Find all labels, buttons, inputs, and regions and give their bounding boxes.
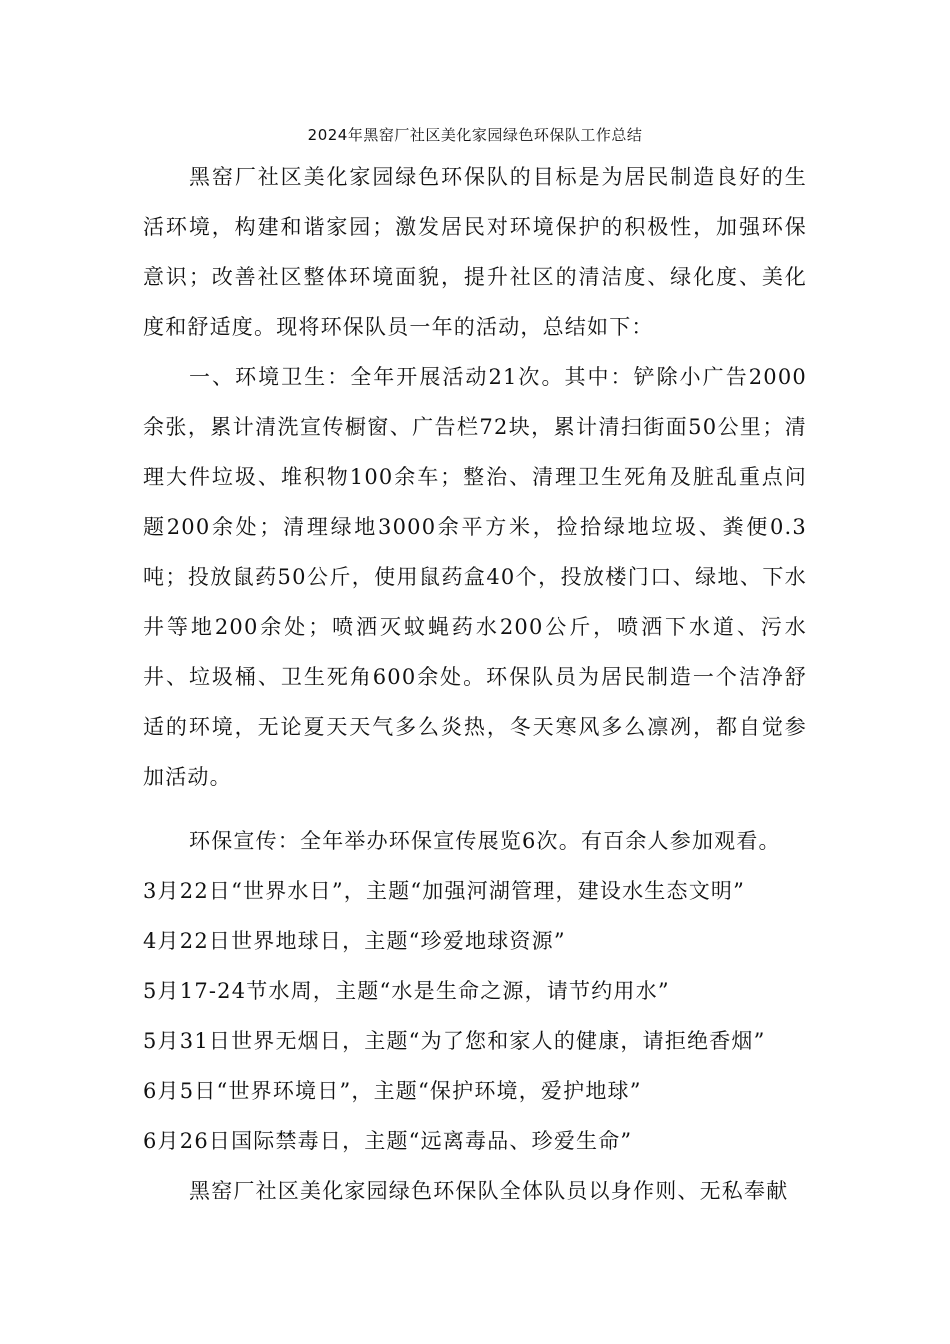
document-title: 2024年黑窑厂社区美化家园绿色环保队工作总结 (307, 126, 643, 144)
environment-publicity-paragraph: 环保宣传：全年举办环保宣传展览6次。有百余人参加观看。 (189, 829, 781, 853)
event-item: 3月22日“世界水日”，主题“加强河湖管理，建设水生态文明” (143, 879, 746, 903)
environment-hygiene-paragraph: 一、环境卫生：全年开展活动21次。其中：铲除小广告2000余张，累计清洗宣传橱窗、广告栏72块，累计清扫街面50公里；清理大件垃圾、堆积物100余车；整治、清理卫生死角及脏乱重点问题200余处；清理绿地3000余平方米，捡拾绿地垃圾、粪便0.3吨；投放鼠药50公斤，使用鼠药盒40个，投放楼门口、绿地、下水井等地200余处；喷洒灭蚊蝇药水200公斤，喷洒下水道、污水井、垃圾桶、卫生死角600余处。环保队员为居民制造一个洁净舒适的环境，无论夏天天气多么炎热，冬天寒风多么凛冽，都自觉参加活动。 (143, 365, 807, 789)
event-item: 4月22日世界地球日，主题“珍爱地球资源” (143, 929, 566, 953)
event-item: 6月5日“世界环境日”，主题“保护环境，爱护地球” (143, 1079, 642, 1103)
event-item: 6月26日国际禁毒日，主题“远离毒品、珍爱生命” (143, 1129, 633, 1153)
event-item: 5月31日世界无烟日，主题“为了您和家人的健康，请拒绝香烟” (143, 1029, 766, 1053)
closing-paragraph: 黑窑厂社区美化家园绿色环保队全体队员以身作则、无私奉献 (189, 1179, 789, 1203)
document-body (143, 152, 807, 1216)
event-item: 5月17-24节水周，主题“水是生命之源，请节约用水” (143, 979, 670, 1003)
intro-paragraph: 黑窑厂社区美化家园绿色环保队的目标是为居民制造良好的生活环境，构建和谐家园；激发居民对环境保护的积极性，加强环保意识；改善社区整体环境面貌，提升社区的清洁度、绿化度、美化度和舒适度。现将环保队员一年的活动，总结如下： (143, 165, 807, 339)
